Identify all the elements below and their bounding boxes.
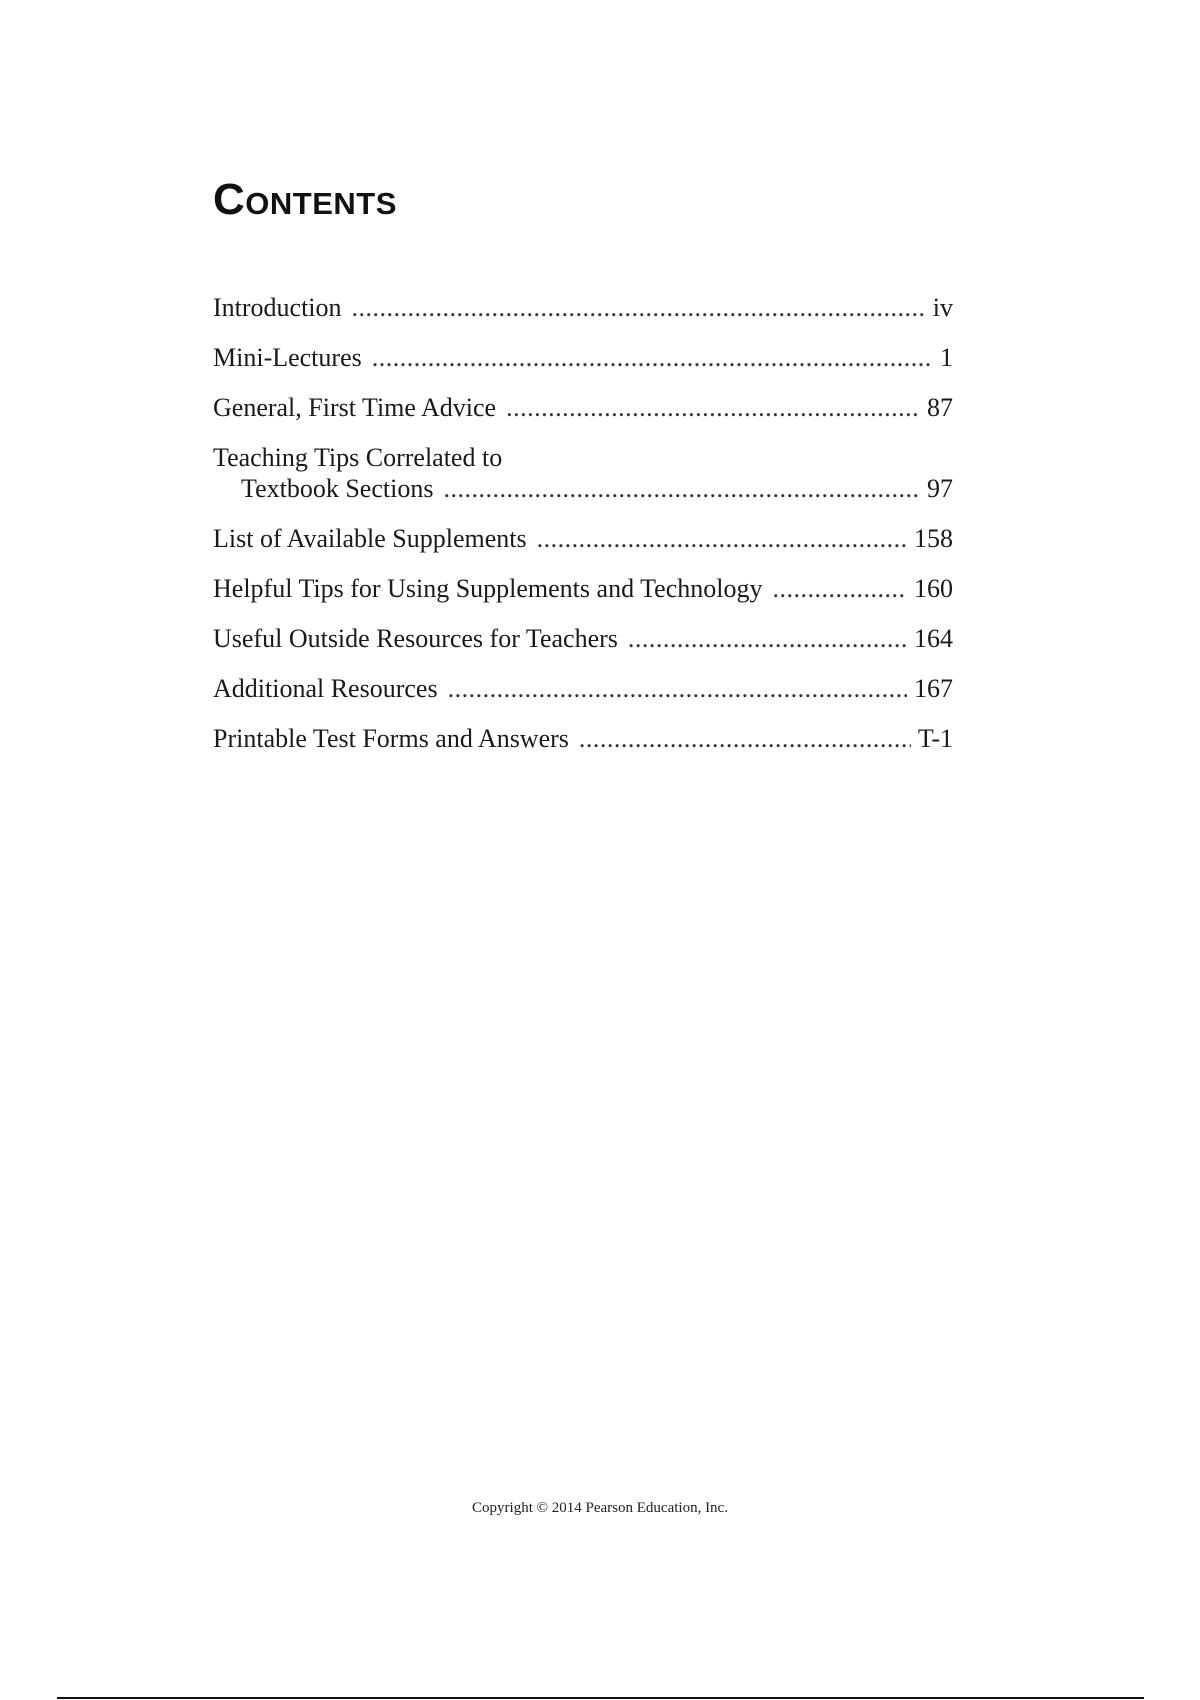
toc-entry-title: Useful Outside Resources for Teachers [213, 624, 618, 653]
toc-entry-title: Teaching Tips Correlated to [213, 443, 503, 472]
toc-entry-title: Additional Resources [213, 674, 438, 703]
toc-page-number: iv [932, 293, 953, 322]
toc-entry-title: General, First Time Advice [213, 393, 497, 422]
toc-entry-outside-resources [213, 623, 953, 654]
toc-page-number: 1 [940, 343, 953, 372]
copyright-notice: Copyright © 2014 Pearson Education, Inc. [472, 1500, 728, 1516]
toc-entry-title-continued: Textbook Sections [241, 474, 434, 503]
toc-page-number: 164 [914, 624, 953, 653]
toc-page-number: 87 [927, 393, 953, 422]
dot-leader [352, 292, 926, 323]
toc-page-number: 167 [914, 674, 953, 703]
dot-leader [772, 573, 907, 604]
toc-entry-first-time-advice [213, 392, 953, 423]
toc-entry-title: Mini-Lectures [213, 343, 362, 372]
toc-entry-title: Printable Test Forms and Answers [213, 724, 569, 753]
dot-leader [448, 673, 907, 704]
toc-page-number: 97 [927, 474, 953, 503]
toc-page-number: T-1 [917, 724, 953, 753]
dot-leader [628, 623, 907, 654]
dot-leader [372, 342, 933, 373]
toc-page-number: 158 [914, 524, 953, 553]
toc-entry-helpful-tips [213, 573, 953, 604]
toc-entry-title: Helpful Tips for Using Supplements and Technology [213, 574, 763, 603]
toc-entry-available-supplements [213, 523, 953, 554]
toc-entry-introduction [213, 292, 953, 323]
toc-entry-mini-lectures [213, 342, 953, 373]
page-bottom-rule [57, 1697, 1144, 1699]
toc-entry-additional-resources [213, 673, 953, 704]
page-title: Contents [213, 175, 397, 224]
toc-entry-title: Introduction [213, 293, 342, 322]
dot-leader [506, 392, 920, 423]
toc-page-number: 160 [914, 574, 953, 603]
dot-leader [443, 473, 920, 504]
toc-entry-test-forms [213, 723, 953, 754]
toc-entry-title: List of Available Supplements [213, 524, 527, 553]
dot-leader [579, 723, 911, 754]
table-of-contents [213, 292, 953, 773]
dot-leader [537, 523, 907, 554]
toc-entry-teaching-tips [213, 442, 953, 504]
